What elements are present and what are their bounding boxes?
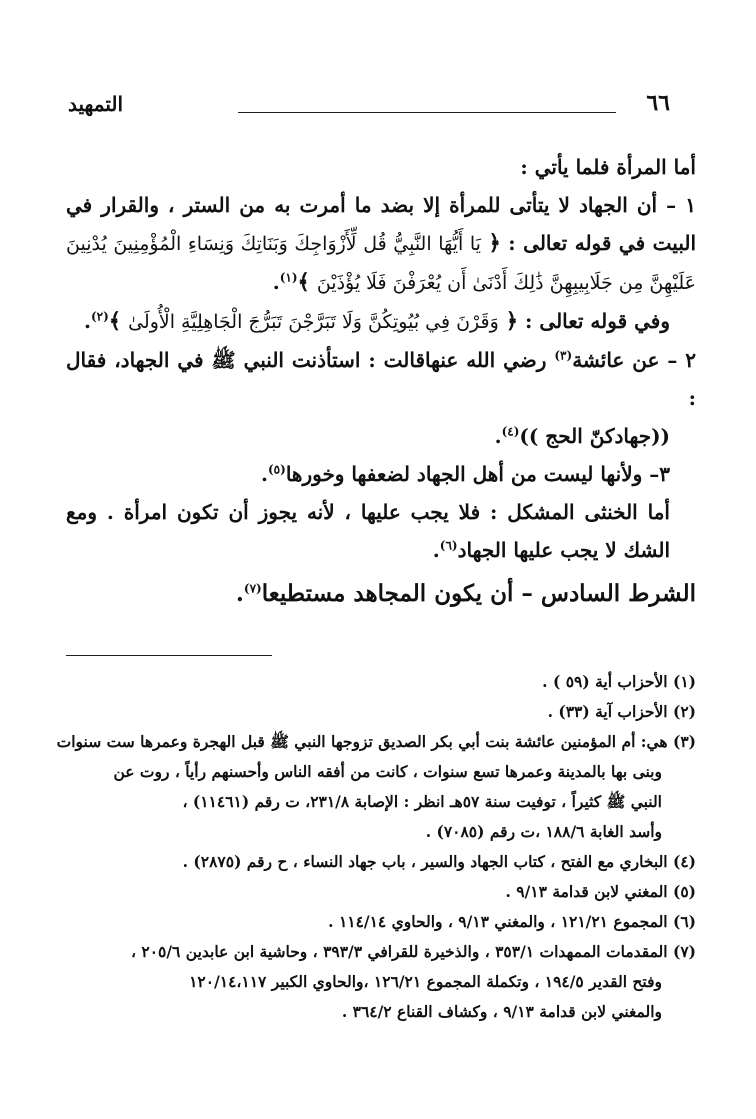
footnote-3: (٣) هي: أم المؤمنين عائشة بنت أبي بكر الصديق تزوجها النبي ﷺ قبل الهجرة وعمرها ست سنوات xyxy=(56,732,696,751)
footnote-3-line-4: وأسد الغابة ١٨٨/٦ ،ت رقم (٧٠٨٥) . xyxy=(425,822,662,841)
main-text xyxy=(66,148,696,613)
intro-line: أما المرأة فلما يأتي : xyxy=(520,155,696,179)
footnote-ref-5: (٥) xyxy=(267,462,286,477)
footnote-ref-7: (٧) xyxy=(243,581,262,596)
footnote-2: (٢) الأحزاب آية (٣٣) . xyxy=(547,702,696,721)
sixth-condition-heading: الشرط السادس – أن يكون المجاهد مستطيعا$^{(٧)}$. xyxy=(235,580,696,607)
footnote-7-line-3: والمغني لابن قدامة ٩/١٣ ، وكشاف القناع ٣٦٤/٢ . xyxy=(341,1002,662,1021)
point-2-text-a: ٢ – عن عائشة xyxy=(572,348,696,372)
khuntha-paragraph: أما الخنثى المشكل : فلا يجب عليها ، لأنه يجوز أن تكون امرأة . ومع الشك لا يجب عليها الجهاد$^{(٦)}$. xyxy=(66,500,670,562)
footnote-7: (٧) المقدمات الممهدات ٣٥٣/١ ، والذخيرة للقرافي ٣٩٣/٣ ، وحاشية ابن عابدين ٢٠٥/٦ ، xyxy=(131,942,696,961)
header-rule xyxy=(238,112,616,113)
point-1: ١ – أن الجهاد لا يتأتى للمرأة إلا بضد ما أمرت به من الستر ، والقرار في البيت في قوله تعالى : ﴿ يَا أَيُّهَا النَّبِيُّ قُل لِّأَزْوَاجِكَ وَبَنَاتِكَ وَنِسَاءِ الْمُؤْمِنِينَ يُدْنِينَ عَلَيْهِنَّ مِن جَلَابِيبِهِنَّ ذَٰلِكَ أَدْنَىٰ أَن يُعْرَفْنَ فَلَا يُؤْذَيْنَ ﴾$^{(١)}$. xyxy=(66,193,697,294)
footnote-7-line-2: وفتح القدير ١٩٤/٥ ، وتكملة المجموع ١٢٦/٢١ ،والحاوي الكبير ١٢٠/١٤،١١٧ xyxy=(189,972,662,991)
footnote-5: (٥) المغني لابن قدامة ٩/١٣ . xyxy=(505,882,696,901)
quran-bracket-open: ﴿ xyxy=(505,308,519,333)
point-2-hadith: ((جهادكنّ الحج ))$^{(٤)}$. xyxy=(494,424,670,448)
footnote-6: (٦) المجموع ١٢١/٢١ ، والمغني ٩/١٣ ، والحاوي ١١٤/١٤ . xyxy=(328,912,696,931)
and-in-his-saying: وفي قوله تعالى : xyxy=(525,309,670,333)
footnote-4: (٤) البخاري مع الفتح ، كتاب الجهاد والسير ، باب جهاد النساء ، ح رقم (٢٨٧٥) . xyxy=(182,852,696,871)
point-1-text: ١ – أن الجهاد لا يتأتى للمرأة إلا بضد ما أمرت به من الستر ، والقرار في البيت في قوله تعالى : xyxy=(66,193,697,255)
footnote-ref-1: (١) xyxy=(279,270,298,285)
footnote-separator xyxy=(66,655,272,656)
point-2 xyxy=(66,341,696,417)
footnote-1: (١) الأحزاب أية (٥٩ ) . xyxy=(542,672,696,691)
quran-verse-ahzab-59: يَا أَيُّهَا النَّبِيُّ قُل لِّأَزْوَاجِكَ وَبَنَاتِكَ وَنِسَاءِ الْمُؤْمِنِينَ يُدْنِينَ عَلَيْهِنَّ مِن جَلَابِيبِهِنَّ ذَٰلِكَ أَدْنَىٰ أَن يُعْرَفْنَ فَلَا يُؤْذَيْنَ xyxy=(66,233,696,294)
quran-verse-ahzab-33: وَقَرْنَ فِي بُيُوتِكُنَّ وَلَا تَبَرَّجْنَ تَبَرُّجَ الْجَاهِلِيَّةِ الْأُولَىٰ xyxy=(128,311,499,333)
condition-text: الشرط السادس – أن يكون المجاهد مستطيعا xyxy=(261,580,696,607)
footnotes xyxy=(56,667,696,1027)
footnote-3-line-2: وبنى بها بالمدينة وعمرها تسع سنوات ، كانت من أفقه الناس وأحسنهم رأياً ، روت عن xyxy=(113,762,662,781)
point-1-continued: وفي قوله تعالى : ﴿ وَقَرْنَ فِي بُيُوتِكُنَّ وَلَا تَبَرَّجْنَ تَبَرُّجَ الْجَاهِلِيَّةِ الْأُولَىٰ ﴾$^{(٢)}$. xyxy=(83,308,670,333)
page-number: ٦٦ xyxy=(646,90,670,116)
page-header xyxy=(68,88,674,122)
running-title: التمهيد xyxy=(68,92,123,116)
footnote-ref-2: (٢) xyxy=(90,309,109,324)
quran-bracket-open: ﴿ xyxy=(488,230,501,255)
quran-bracket-close: ﴾ xyxy=(297,269,310,294)
footnote-ref-3: (٣) xyxy=(554,348,573,363)
point-2-text-b: رضي الله عنهاقالت : استأذنت النبي ﷺ في الجهاد، فقال : xyxy=(66,348,696,410)
point-3: ٣– ولأنها ليست من أهل الجهاد لضعفها وخورها$^{(٥)}$. xyxy=(261,462,670,486)
khuntha-text: أما الخنثى المشكل : فلا يجب عليها ، لأنه يجوز أن تكون امرأة . ومع الشك لا يجب عليها الجهاد xyxy=(66,500,670,562)
quran-bracket-close: ﴾ xyxy=(108,308,122,333)
footnote-ref-6: (٦) xyxy=(439,538,458,553)
hadith-text: ((جهادكنّ الحج )) xyxy=(519,424,670,448)
footnote-3-line-3: النبي ﷺ كثيراً ، توفيت سنة ٥٧هـ انظر : الإصابة ٢٣١/٨، ت رقم (١١٤٦١) ، xyxy=(182,792,662,811)
point-3-text: ٣– ولأنها ليست من أهل الجهاد لضعفها وخورها xyxy=(285,462,670,486)
footnote-ref-4: (٤) xyxy=(501,424,520,439)
